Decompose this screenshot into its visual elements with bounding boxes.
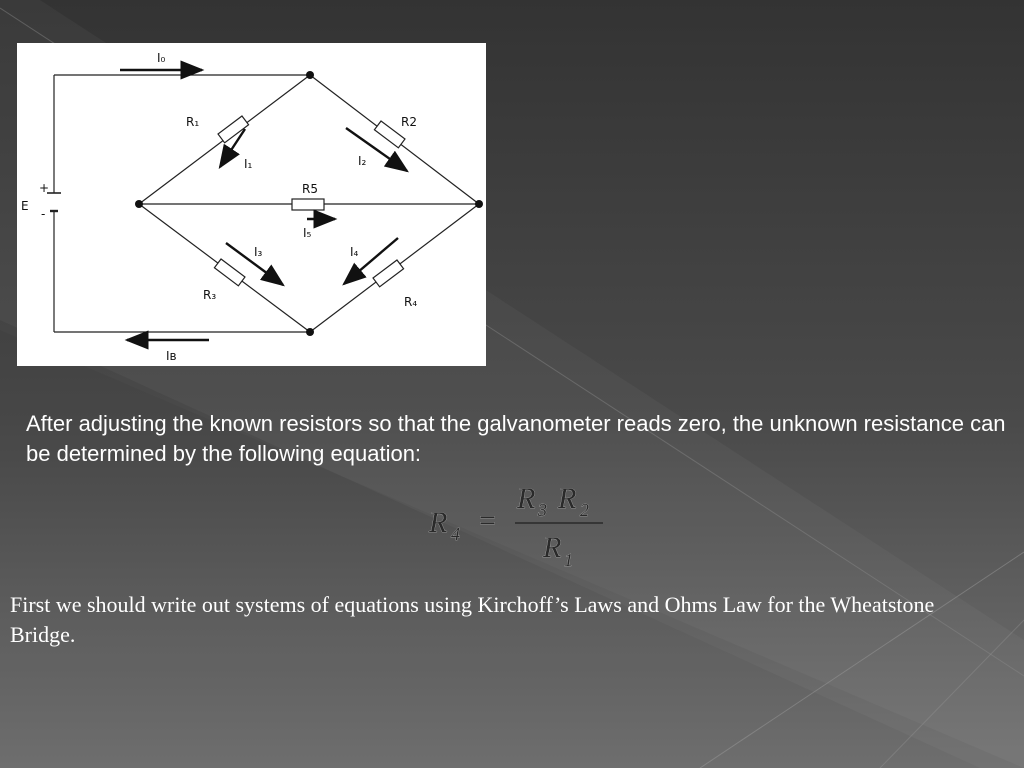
eq-numerator-r2: R — [558, 482, 577, 515]
label-i0: I₀ — [157, 51, 166, 65]
label-plus: + — [39, 181, 50, 195]
node-left — [135, 200, 143, 208]
eq-numerator-r2-sub: 2 — [580, 500, 589, 520]
label-i1: I₁ — [244, 157, 253, 171]
node-bottom — [306, 328, 314, 336]
node-top — [306, 71, 314, 79]
label-source-e: E — [21, 199, 29, 213]
label-r4: R₄ — [404, 295, 418, 309]
eq-lhs-sub: 4 — [451, 524, 460, 544]
label-i2: I₂ — [358, 154, 367, 168]
label-i3: I₃ — [254, 245, 263, 259]
label-i4: I₄ — [350, 245, 359, 259]
eq-equals: = — [479, 504, 496, 537]
label-r5: R5 — [302, 182, 318, 196]
resistor-r4 — [373, 260, 404, 287]
wheatstone-bridge-diagram — [17, 43, 486, 366]
eq-numerator-r3-sub: 3 — [538, 500, 547, 520]
label-ib: Iʙ — [166, 349, 177, 363]
resistor-r3 — [214, 259, 245, 286]
label-minus: - — [41, 207, 46, 221]
label-i5: I₅ — [303, 226, 312, 240]
eq-lhs: R — [429, 506, 448, 539]
explanation-paragraph: After adjusting the known resistors so that the galvanometer reads zero, the unknown resistance can be determined by the following equation: — [26, 411, 1006, 466]
node-right — [475, 200, 483, 208]
balance-equation — [425, 478, 625, 573]
label-r3: R₃ — [203, 288, 217, 302]
footnote-paragraph: First we should write out systems of equations using Kirchoff’s Laws and Ohms Law for the Wheatstone Bridge. — [10, 592, 935, 647]
resistor-r5 — [292, 199, 324, 210]
eq-denominator-sub: 1 — [564, 550, 573, 570]
label-r1: R₁ — [186, 115, 200, 129]
eq-denominator: R — [543, 531, 562, 564]
eq-numerator-r3: R — [517, 482, 536, 515]
label-r2: R2 — [401, 115, 417, 129]
